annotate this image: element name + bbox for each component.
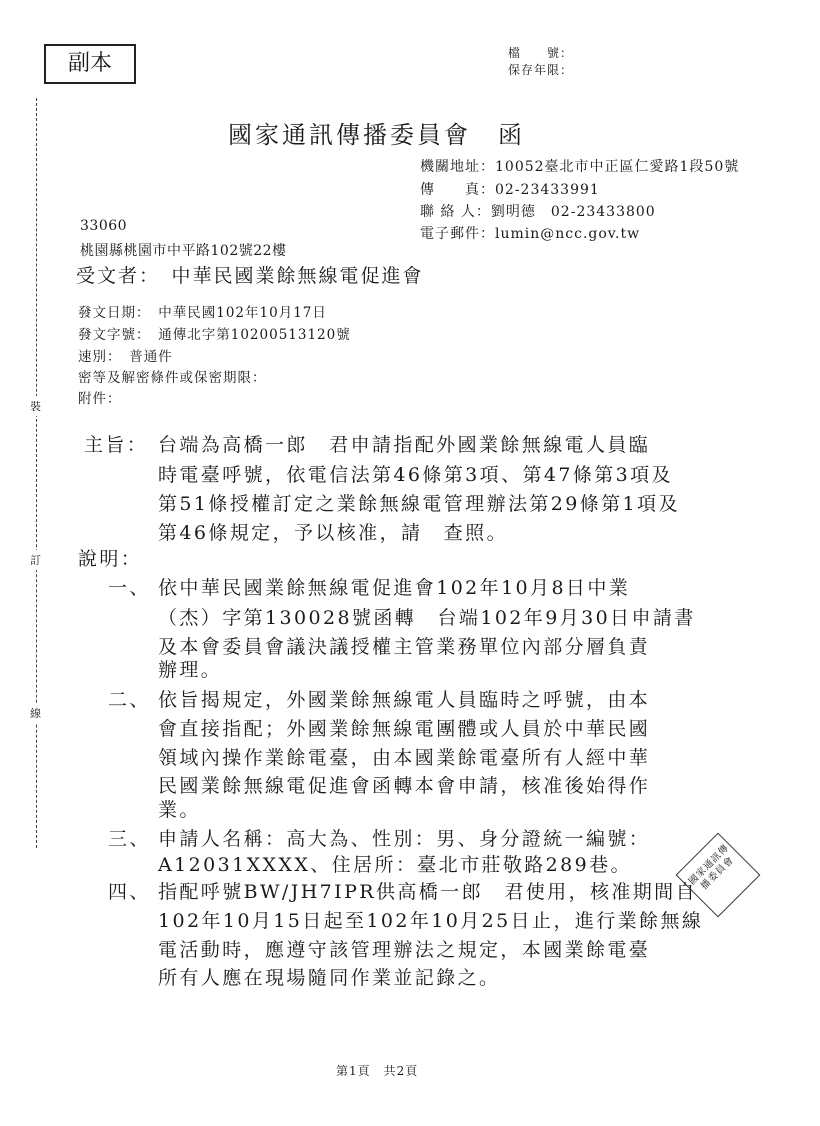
contact-email: 電子郵件：lumin@ncc.gov.tw [420, 226, 641, 242]
item-line: 及本會委員會議決議授權主管業務單位內部分層負責 [158, 636, 651, 658]
attachment: 附件： [78, 391, 122, 407]
item-line: 指配呼號BW/JH7IPR供高橋一郎 君使用，核准期間自 [158, 881, 697, 903]
item-number: 一、 [108, 577, 151, 599]
stamp-text: 國家通訊傳播委員會 [686, 842, 737, 892]
subject-line: 台端為高橋一郎 君申請指配外國業餘無線電人員臨 [158, 434, 651, 456]
postal-code: 33060 [80, 218, 128, 234]
explanation-label: 說明： [78, 548, 143, 570]
item-line: 辦理。 [158, 659, 223, 681]
agency-seal-stamp [676, 833, 761, 918]
agency-address: 機關地址：10052臺北市中正區仁愛路1段50號 [420, 159, 740, 175]
document-number: 發文字號： 通傳北字第10200513120號 [78, 327, 351, 343]
item-line: （杰）字第130028號函轉 台端102年9月30日申請書 [158, 607, 696, 629]
document-title: 國家通訊傳播委員會 函 [228, 121, 525, 149]
item-line: 所有人應在現場隨同作業並記錄之。 [158, 967, 501, 989]
recipient: 受文者： 中華民國業餘無線電促進會 [76, 265, 424, 287]
item-line: 依中華民國業餘無線電促進會102年10月8日中業 [158, 577, 631, 599]
recipient-address: 桃園縣桃園市中平路102號22樓 [80, 243, 287, 259]
binding-margin-line [36, 98, 37, 848]
item-line: 民國業餘無線電促進會函轉本會申請，核准後始得作 [158, 775, 651, 797]
retention-label: 保存年限： [508, 63, 574, 77]
item-line: 電活動時，應遵守該管理辦法之規定，本國業餘電臺 [158, 939, 651, 961]
margin-mark-top: 裝 [30, 396, 41, 416]
page-number: 第1頁 共2頁 [336, 1064, 419, 1078]
copy-label: 副本 [44, 44, 136, 84]
margin-mark-middle: 訂 [30, 550, 41, 570]
subject-line: 時電臺呼號，依電信法第46條第3項、第47條第3項及 [158, 464, 673, 486]
item-line: 會直接指配；外國業餘無線電團體或人員於中華民國 [158, 718, 651, 740]
item-line: 業。 [158, 799, 201, 821]
item-line: 依旨揭規定，外國業餘無線電人員臨時之呼號，由本 [158, 689, 651, 711]
delivery-speed: 速別： 普通件 [78, 349, 173, 365]
subject-line: 第51條授權訂定之業餘無線電管理辦法第29條第1項及 [158, 493, 680, 515]
secrecy-level: 密等及解密條件或保密期限： [78, 370, 267, 386]
item-line: A12031XXXX、住居所：臺北市莊敬路289巷。 [158, 854, 632, 876]
file-number-label: 檔 號： [508, 46, 574, 60]
item-number: 二、 [108, 689, 151, 711]
margin-mark-bottom: 線 [30, 703, 41, 723]
item-line: 102年10月15日起至102年10月25日止，進行業餘無線 [158, 910, 704, 932]
item-line: 申請人名稱：高大為、性別：男、身分證統一編號： [158, 828, 651, 850]
subject-label: 主旨： [84, 434, 149, 456]
item-line: 領域內操作業餘電臺，由本國業餘電臺所有人經中華 [158, 747, 651, 769]
issue-date: 發文日期： 中華民國102年10月17日 [78, 305, 327, 321]
item-number: 四、 [108, 881, 151, 903]
contact-person: 聯 絡 人：劉明德 02-23433800 [420, 204, 656, 220]
subject-line: 第46條規定，予以核准，請 查照。 [158, 522, 508, 544]
fax-number: 傳 真：02-23433991 [420, 182, 600, 198]
item-number: 三、 [108, 828, 151, 850]
